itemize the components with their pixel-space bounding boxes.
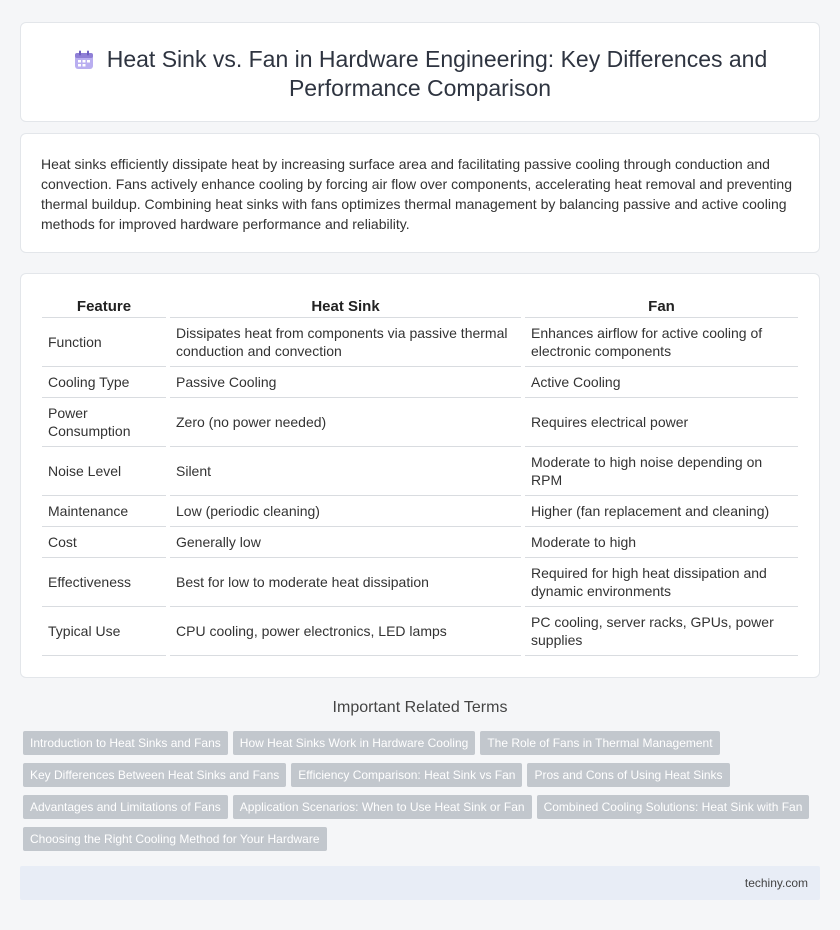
related-terms-list (23, 731, 823, 859)
fan-cell: Moderate to high (525, 527, 798, 558)
fan-cell: Moderate to high noise depending on RPM (525, 447, 798, 496)
column-header-heat-sink: Heat Sink (170, 294, 521, 318)
heat-sink-cell: Passive Cooling (170, 367, 521, 398)
feature-cell: Function (42, 318, 166, 367)
related-term-link[interactable]: The Role of Fans in Thermal Management (480, 731, 719, 755)
table-row (42, 367, 798, 398)
related-term-link[interactable]: How Heat Sinks Work in Hardware Cooling (233, 731, 476, 755)
title-card (20, 22, 820, 122)
feature-cell: Power Consumption (42, 398, 166, 447)
heat-sink-cell: CPU cooling, power electronics, LED lamps (170, 607, 521, 656)
column-header-fan: Fan (525, 294, 798, 318)
table-row (42, 558, 798, 607)
calendar-icon (73, 49, 95, 71)
feature-cell: Typical Use (42, 607, 166, 656)
fan-cell: Requires electrical power (525, 398, 798, 447)
related-term-link[interactable]: Pros and Cons of Using Heat Sinks (527, 763, 729, 787)
table-row (42, 398, 798, 447)
feature-cell: Effectiveness (42, 558, 166, 607)
related-terms-heading: Important Related Terms (332, 699, 508, 716)
fan-cell: PC cooling, server racks, GPUs, power supplies (525, 607, 798, 656)
heat-sink-cell: Low (periodic cleaning) (170, 496, 521, 527)
fan-cell: Active Cooling (525, 367, 798, 398)
fan-cell: Required for high heat dissipation and dynamic environments (525, 558, 798, 607)
related-term-link[interactable]: Key Differences Between Heat Sinks and Fans (23, 763, 286, 787)
related-term-link[interactable]: Choosing the Right Cooling Method for Your Hardware (23, 827, 327, 851)
fan-cell: Higher (fan replacement and cleaning) (525, 496, 798, 527)
heat-sink-cell: Dissipates heat from components via passive thermal conduction and convection (170, 318, 521, 367)
heat-sink-cell: Best for low to moderate heat dissipation (170, 558, 521, 607)
heat-sink-cell: Silent (170, 447, 521, 496)
related-term-link[interactable]: Introduction to Heat Sinks and Fans (23, 731, 228, 755)
feature-cell: Cost (42, 527, 166, 558)
related-term-link[interactable]: Efficiency Comparison: Heat Sink vs Fan (291, 763, 522, 787)
fan-cell: Enhances airflow for active cooling of electronic components (525, 318, 798, 367)
column-header-feature: Feature (42, 294, 166, 318)
related-term-link[interactable]: Advantages and Limitations of Fans (23, 795, 228, 819)
table-row (42, 527, 798, 558)
summary-text: Heat sinks efficiently dissipate heat by increasing surface area and facilitating passive cooling through conduction and convection. Fans actively enhance cooling by forcing air flow over components, accelerating heat removal and preventing thermal buildup. Combining heat sinks with fans optimizes thermal management by balancing passive and active cooling methods for improved hardware performance and reliability. (41, 156, 792, 232)
heat-sink-cell: Generally low (170, 527, 521, 558)
feature-cell: Maintenance (42, 496, 166, 527)
page-title: Heat Sink vs. Fan in Hardware Engineering: Key Differences and Performance Comparison (106, 46, 768, 101)
table-row (42, 607, 798, 656)
feature-cell: Cooling Type (42, 367, 166, 398)
footer (20, 866, 820, 900)
related-term-link[interactable]: Application Scenarios: When to Use Heat Sink or Fan (233, 795, 532, 819)
heat-sink-cell: Zero (no power needed) (170, 398, 521, 447)
table-header-row (42, 294, 798, 318)
footer-site-link[interactable]: techiny.com (744, 876, 808, 890)
comparison-table-card (20, 273, 820, 678)
table-row (42, 496, 798, 527)
table-row (42, 447, 798, 496)
table-row (42, 318, 798, 367)
comparison-table (38, 294, 802, 656)
related-term-link[interactable]: Combined Cooling Solutions: Heat Sink with Fan (537, 795, 810, 819)
summary-card (20, 133, 820, 253)
feature-cell: Noise Level (42, 447, 166, 496)
